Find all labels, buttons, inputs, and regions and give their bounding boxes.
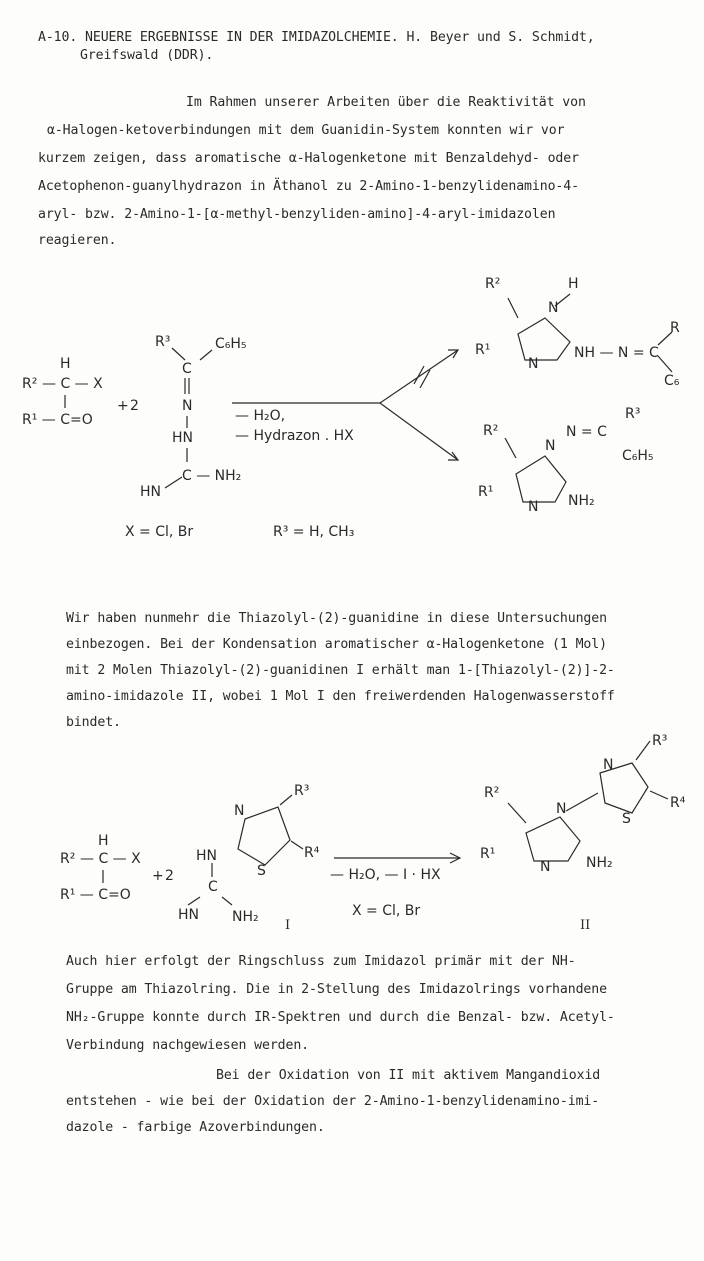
para4-line: entstehen - wie bei der Oxidation der 2-Amino-1-benzylidenamino-imi- — [66, 1094, 600, 1109]
s1-n: N — [182, 398, 193, 414]
s2-cond: — H₂O, — I · HX — [330, 867, 441, 883]
s1-c: C — [182, 361, 192, 377]
s1-tp-n3: N — [528, 356, 539, 372]
s2-t-r4: R⁴ — [304, 845, 320, 861]
header-line-2: Greifswald (DDR). — [80, 48, 214, 63]
s1-r1co: R¹ — C=O — [22, 412, 93, 428]
para2-line: amino-imidazole II, wobei 1 Mol I den freiwerdenden Halogenwasserstoff — [66, 689, 615, 704]
s1-bp-nh2: NH₂ — [568, 493, 595, 509]
s2-t-nh2: NH₂ — [232, 909, 259, 925]
para1-line: aryl- bzw. 2-Amino-1-[α-methyl-benzyliden-amino]-4-aryl-imidazolen — [38, 207, 556, 222]
s1-bp-n2: N — [528, 499, 539, 515]
s2-p-n: N — [556, 801, 567, 817]
s1-cnh2: C — NH₂ — [182, 468, 242, 484]
s2-p-n2: N — [540, 859, 551, 875]
s1-tp-c: C₆ — [664, 373, 680, 389]
s1-tp-n1: N — [548, 300, 559, 316]
para2-line: Wir haben nunmehr die Thiazolyl-(2)-guanidine in diese Untersuchungen — [66, 611, 607, 626]
s1-hn: HN — [172, 430, 193, 446]
s2-r1co: R¹ — C=O — [60, 887, 131, 903]
s1-r3: R³ — [155, 334, 171, 350]
s2-p-r2: R² — [484, 785, 500, 801]
s1-cond-1: — H₂O, — [235, 408, 286, 424]
para2-line: mit 2 Molen Thiazolyl-(2)-guanidinen I erhält man 1-[Thiazolyl-(2)]-2- — [66, 663, 615, 678]
s1-bp-r1: R¹ — [478, 484, 494, 500]
s2-t-n: N — [234, 803, 245, 819]
s2-coef: 2 — [165, 868, 174, 884]
reaction-scheme-2 — [0, 725, 704, 940]
s1-cx: — C — X — [42, 376, 103, 392]
label-compound-II: II — [580, 918, 591, 933]
s1-tp-r2: R² — [485, 276, 501, 292]
para4-line: dazole - farbige Azoverbindungen. — [66, 1120, 325, 1135]
s1-tp-r: R — [670, 320, 680, 336]
s1-bp-c6h5: C₆H₅ — [622, 448, 654, 464]
para3-line: NH₂-Gruppe konnte durch IR-Spektren und durch die Benzal- bzw. Acetyl- — [66, 1010, 615, 1025]
para2-line: einbezogen. Bei der Kondensation aromatischer α-Halogenketone (1 Mol) — [66, 637, 607, 652]
s1-bp-n: N — [545, 438, 556, 454]
s2-p-nh2: NH₂ — [586, 855, 613, 871]
para1-line: Im Rahmen unserer Arbeiten über die Reaktivität von — [186, 95, 586, 110]
reaction-scheme-1 — [0, 260, 704, 550]
s2-t-r3: R³ — [294, 783, 310, 799]
s2-cx: — C — X — [80, 851, 141, 867]
para3-line: Gruppe am Thiazolring. Die in 2-Stellung des Imidazolrings vorhandene — [66, 982, 607, 997]
s1-r3def: R³ = H, CH₃ — [273, 524, 355, 540]
label-compound-I: I — [285, 918, 291, 933]
s2-p-r3: R³ — [652, 733, 668, 749]
s1-bp-r2: R² — [483, 423, 499, 439]
s2-p-r4: R⁴ — [670, 795, 686, 811]
s2-t-hn: HN — [196, 848, 217, 864]
s2-t-c: C — [208, 879, 218, 895]
para1-line: Acetophenon-guanylhydrazon in Äthanol zu 2-Amino-1-benzylidenamino-4- — [38, 179, 579, 194]
s2-xdef: X = Cl, Br — [352, 903, 421, 919]
s1-tp-h: H — [568, 276, 579, 292]
para3-line: Auch hier erfolgt der Ringschluss zum Imidazol primär mit der NH- — [66, 954, 576, 969]
s2-r2: R² — [60, 851, 76, 867]
s2-p-r1: R¹ — [480, 846, 496, 862]
s1-bp-nc: N = C — [566, 424, 607, 440]
s2-p-s: S — [622, 811, 631, 827]
s1-cond-2: — Hydrazon . HX — [235, 428, 354, 444]
para2-line: bindet. — [66, 715, 121, 730]
s1-coef: 2 — [130, 398, 139, 414]
s2-t-hn2: HN — [178, 907, 199, 923]
s1-bp-r3: R³ — [625, 406, 641, 422]
para3-line: Verbindung nachgewiesen werden. — [66, 1038, 310, 1053]
s1-plus: + — [117, 398, 129, 414]
para1-line: kurzem zeigen, dass aromatische α-Halogenketone mit Benzaldehyd- oder — [38, 151, 579, 166]
s2-p-n1: N — [603, 757, 614, 773]
s1-tp-nhn: NH — N = C — [574, 345, 659, 361]
s2-t-s: S — [257, 863, 266, 879]
s2-h: H — [98, 833, 109, 849]
s1-r2: R² — [22, 376, 38, 392]
s1-tp-r1: R¹ — [475, 342, 491, 358]
s1-c6h5: C₆H₅ — [215, 336, 247, 352]
para1-line: reagieren. — [38, 233, 117, 248]
s1-xdef: X = Cl, Br — [125, 524, 194, 540]
para1-line: α-Halogen-ketoverbindungen mit dem Guanidin-System konnten wir vor — [47, 123, 565, 138]
para4-line: Bei der Oxidation von II mit aktivem Mangandioxid — [216, 1068, 601, 1083]
s2-plus: + — [152, 868, 164, 884]
header-line-1: A-10. NEUERE ERGEBNISSE IN DER IMIDAZOLCHEMIE. H. Beyer und S. Schmidt, — [38, 30, 595, 45]
s1-h: H — [60, 356, 71, 372]
s1-hn-end: HN — [140, 484, 161, 500]
